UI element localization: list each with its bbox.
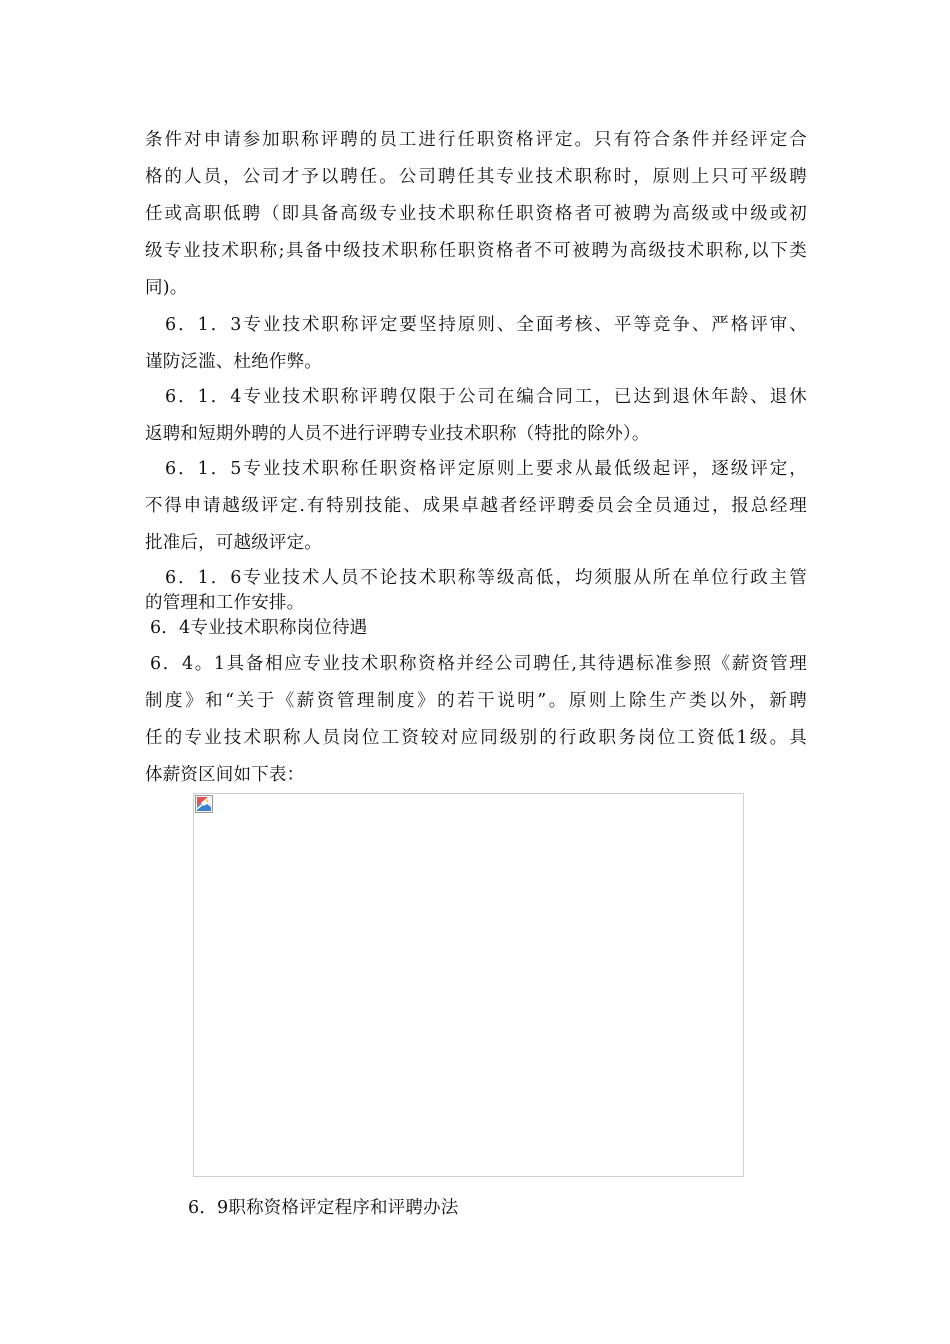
paragraph-line: 6．1．6专业技术人员不论技术职称等级高低，均须服从所在单位行政主管 (165, 568, 807, 588)
paragraph-line: 级专业技术职称;具备中级技术职称任职资格者不可被聘为高级技术职称,以下类 (145, 241, 807, 261)
paragraph-line: 谨防泛滥、杜绝作弊。 (145, 352, 322, 372)
footer-heading: 6．9职称资格评定程序和评聘办法 (188, 1198, 459, 1218)
section-heading: 6．4专业技术职称岗位待遇 (150, 618, 368, 638)
paragraph-line: 条件对申请参加职称评聘的员工进行任职资格评定。只有符合条件并经评定合 (145, 130, 807, 150)
paragraph-line: 的管理和工作安排。 (145, 593, 305, 613)
broken-image-icon (195, 795, 213, 813)
paragraph-line: 制度》和“关于《薪资管理制度》的若干说明”。原则上除生产类以外，新聘 (145, 691, 807, 711)
paragraph-line: 任的专业技术职称人员岗位工资较对应同级别的行政职务岗位工资低1级。具 (145, 728, 807, 748)
paragraph-line: 6．1．3专业技术职称评定要坚持原则、全面考核、平等竞争、严格评审、 (165, 315, 807, 335)
paragraph-line: 6．1．4专业技术职称评聘仅限于公司在编合同工，已达到退休年龄、退休 (165, 387, 807, 407)
paragraph-line: 体薪资区间如下表： (145, 765, 305, 785)
salary-table-image (193, 793, 744, 1177)
paragraph-line: 不得申请越级评定.有特别技能、成果卓越者经评聘委员会全员通过，报总经理 (145, 496, 807, 516)
paragraph-line: 6．4。1具备相应专业技术职称资格并经公司聘任,其待遇标准参照《薪资管理 (150, 654, 807, 674)
paragraph-line: 返聘和短期外聘的人员不进行评聘专业技术职称（特批的除外）。 (145, 424, 650, 444)
paragraph-line: 批准后，可越级评定。 (145, 533, 322, 553)
paragraph-line: 任或高职低聘（即具备高级专业技术职称任职资格者可被聘为高级或中级或初 (145, 204, 807, 224)
paragraph-line: 同)。 (145, 278, 188, 298)
paragraph-line: 格的人员，公司才予以聘任。公司聘任其专业技术职称时，原则上只可平级聘 (145, 167, 807, 187)
paragraph-line: 6．1．5专业技术职称任职资格评定原则上要求从最低级起评，逐级评定， (165, 459, 807, 479)
